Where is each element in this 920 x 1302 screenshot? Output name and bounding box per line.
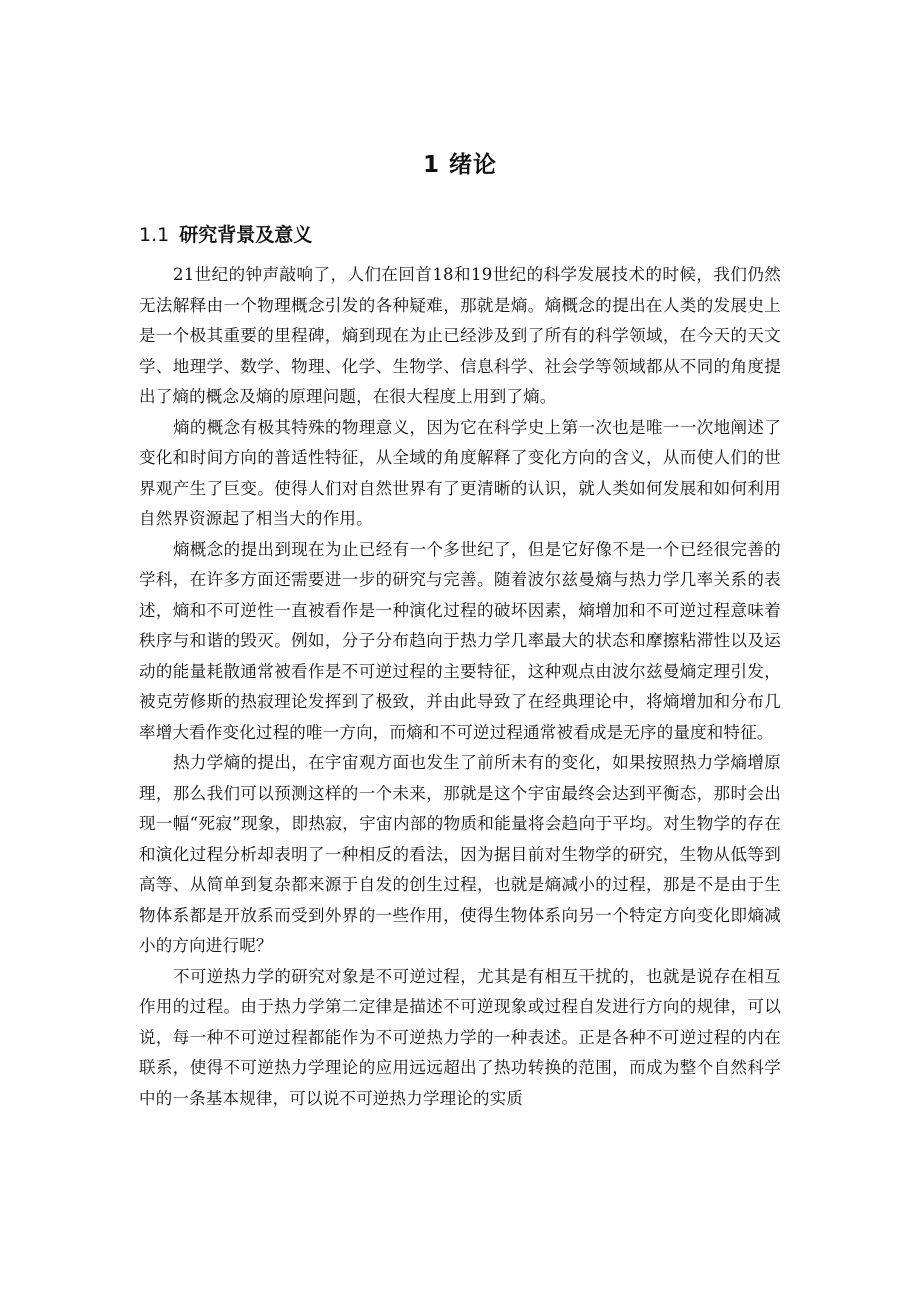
chapter-title: 1 绪论 <box>422 152 497 178</box>
paragraph: 熵概念的提出到现在为止已经有一个多世纪了，但是它好像不是一个已经很完善的学科，在许多方面还需要进一步的研究与完善。随着波尔兹曼熵与热力学几率关系的表述，熵和不可逆性一直被看作是一种演化过程的破坏因素，熵增加和不可逆过程意味着秩序与和谐的毁灭。例如，分子分布趋向于热力学几率最大的状态和摩擦粘滞性以及运动的能量耗散通常被看作是不可逆过程的主要特征，这种观点由波尔兹曼熵定理引发，被克劳修斯的热寂理论发挥到了极致，并由此导致了在经典理论中，将熵增加和分布几率增大看作变化过程的唯一方向，而熵和不可逆过程通常被看成是无序的量度和特征。 <box>139 539 781 742</box>
body-text <box>139 260 781 1114</box>
paragraph: 21世纪的钟声敲响了，人们在回首18和19世纪的科学发展技术的时候，我们仍然无法解释由一个物理概念引发的各种疑难，那就是熵。熵概念的提出在人类的发展史上是一个极其重要的里程碑，熵到现在为止已经涉及到了所有的科学领域，在今天的天文学、地理学、数学、物理、化学、生物学、信息科学、社会学等领域都从不同的角度提出了熵的概念及熵的原理问题，在很大程度上用到了熵。 <box>139 265 781 406</box>
section-number: 1.1 <box>139 224 170 246</box>
paragraph: 热力学熵的提出，在宇宙观方面也发生了前所未有的变化，如果按照热力学熵增原理，那么我们可以预测这样的一个未来，那就是这个宇宙最终会达到平衡态，那时会出现一幅“死寂”现象，即热寂，宇宙内部的物质和能量将会趋向于平均。对生物学的存在和演化过程分析却表明了一种相反的看法，因为据目前对生物学的研究，生物从低等到高等、从简单到复杂都来源于自发的创生过程，也就是熵减小的过程，那是不是由于生物体系都是开放系而受到外界的一些作用，使得生物体系向另一个特定方向变化即熵减小的方向进行呢？ <box>139 753 781 955</box>
paragraph: 不可逆热力学的研究对象是不可逆过程，尤其是有相互干扰的，也就是说存在相互作用的过程。由于热力学第二定律是描述不可逆现象或过程自发进行方向的规律，可以说，每一种不可逆过程都能作为不可逆热力学的一种表述。正是各种不可逆过程的内在联系，使得不可逆热力学理论的应用远远超出了热功转换的范围，而成为整个自然科学中的一条基本规律，可以说不可逆热力学理论的实质 <box>139 966 781 1108</box>
section-title: 研究背景及意义 <box>179 224 313 246</box>
paragraph: 熵的概念有极其特殊的物理意义，因为它在科学史上第一次也是唯一一次地阐述了变化和时间方向的普适性特征，从全域的角度解释了变化方向的含义，从而使人们的世界观产生了巨变。使得人们对自然世界有了更清晰的认识，就人类如何发展和如何利用自然界资源起了相当大的作用。 <box>139 417 781 528</box>
section-heading <box>139 220 312 247</box>
